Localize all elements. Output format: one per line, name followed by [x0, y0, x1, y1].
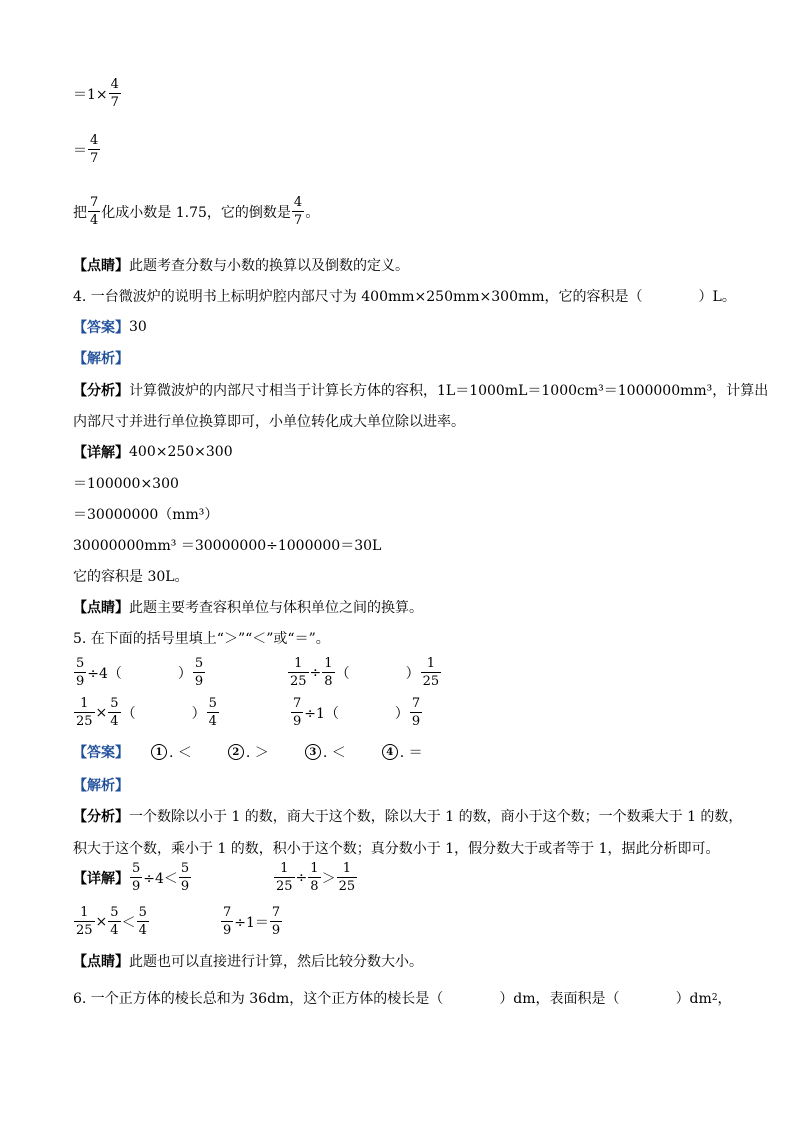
fraction: $\frac{7}{4}$ — [90, 195, 99, 228]
calc-step — [73, 535, 381, 555]
circled-number: 4 — [382, 744, 398, 760]
fraction: $\frac{5}{9}$ — [132, 861, 141, 894]
paren: ） — [394, 705, 409, 722]
operator: ÷4＜ — [143, 870, 178, 887]
calc-prefix: ＝ — [73, 142, 87, 159]
paren: ） — [177, 665, 192, 682]
xiangjie-5-c — [73, 906, 150, 937]
xiangjie-5-row1 — [73, 862, 192, 893]
circled-number: 2 — [228, 744, 244, 760]
dianjing-text: 此题也可以直接进行计算，然后比较分数大小。 — [129, 954, 423, 970]
fraction: $\frac{7}{9}$ — [223, 905, 232, 938]
fraction: $\frac{7}{9}$ — [271, 905, 281, 938]
dianjing-tag: 【点睛】 — [73, 258, 129, 274]
paren: ） — [405, 665, 420, 682]
paren: ） — [191, 705, 206, 722]
circled-number: 3 — [305, 744, 321, 760]
xiangjie-tag: 【详解】 — [73, 445, 129, 461]
jiexi-tag: 【解析】 — [73, 778, 129, 794]
fenxi-tag: 【分析】 — [73, 383, 129, 399]
fraction: $\frac{4}{7}$ — [90, 133, 99, 166]
dianjing-text: 此题主要考查容积单位与体积单位之间的换算。 — [129, 600, 423, 616]
fraction: $\frac{5}{4}$ — [208, 696, 217, 729]
calc-text: ＝100000×300 — [73, 476, 179, 492]
fenxi-4-line2 — [73, 411, 465, 431]
calc-line-2 — [73, 134, 101, 165]
dianjing-tag: 【点睛】 — [73, 600, 129, 616]
question-5 — [73, 628, 330, 648]
question-text: 4. 一台微波炉的说明书上标明炉腔内部尺寸为 400mm×250mm×300mm，它的容积是（ ）L。 — [73, 289, 736, 305]
fraction: $\frac{1}{25}$ — [422, 656, 440, 689]
xiangjie-tag: 【详解】 — [73, 870, 129, 887]
fraction: $\frac{5}{4}$ — [110, 696, 119, 729]
operator: ＜ — [121, 914, 136, 931]
calc-line-1 — [73, 78, 122, 109]
answer-symbol: . ＝ — [399, 745, 423, 761]
fraction: $\frac{1}{8}$ — [324, 656, 333, 689]
fenxi-text: 积大于这个数，乘小于 1 的数，积小于这个数；真分数小于 1，假分数大于或者等于 1，据此分析即可。 — [73, 841, 720, 857]
text: 化成小数是 1.75，它的倒数是 — [101, 204, 291, 221]
fraction: $\frac{1}{25}$ — [338, 861, 356, 894]
dianjing-4 — [73, 597, 423, 617]
fraction: $\frac{4}{7}$ — [110, 77, 119, 110]
text: 把 — [73, 204, 87, 221]
fenxi-text: 一个数除以小于 1 的数，商大于这个数，除以大于 1 的数，商小于这个数；一个数乘大于 1 的数， — [129, 809, 743, 825]
fraction: $\frac{1}{8}$ — [310, 861, 319, 894]
fraction: $\frac{4}{7}$ — [293, 195, 303, 228]
fenxi-text: 内部尺寸并进行单位换算即可，小单位转化成大单位除以进率。 — [73, 414, 465, 430]
xiangjie-5-b — [273, 862, 358, 893]
answer-blank[interactable] — [136, 703, 192, 723]
jiexi-4 — [73, 348, 129, 368]
operator: ÷ — [309, 664, 322, 681]
fraction: $\frac{1}{25}$ — [276, 861, 293, 894]
question-text: 5. 在下面的括号里填上“＞”“＜”或“＝”。 — [73, 631, 330, 647]
operator: × — [95, 913, 108, 930]
answer-symbol: . ＜ — [169, 745, 192, 761]
paren: （ — [121, 705, 136, 722]
answer-symbol: . ＜ — [322, 745, 346, 761]
calc-text: 它的容积是 30L。 — [73, 569, 189, 585]
operator: ÷1（ — [304, 705, 339, 722]
question-6 — [73, 988, 732, 1008]
jiexi-tag: 【解析】 — [73, 351, 129, 367]
operator: × — [95, 704, 108, 721]
calc-text: 30000000mm³ ＝30000000÷1000000＝30L — [73, 538, 382, 554]
operator: ＞ — [321, 870, 336, 887]
answer-4 — [73, 317, 147, 337]
q5-item-b — [287, 657, 442, 688]
calc-text: ＝30000000（mm³） — [73, 507, 219, 523]
fraction: $\frac{7}{9}$ — [411, 696, 421, 729]
xiangjie-5-d — [220, 906, 283, 937]
calc-prefix: ＝1× — [73, 86, 108, 103]
answer-blank[interactable] — [620, 988, 676, 1008]
operator: ÷1＝ — [234, 914, 269, 931]
fenxi-4-line1 — [73, 380, 768, 400]
fraction: $\frac{1}{25}$ — [76, 905, 93, 938]
dianjing-tag: 【点睛】 — [73, 954, 129, 970]
question-text: 6. 一个正方体的棱长总和为 36dm，这个正方体的棱长是（ — [73, 991, 444, 1007]
answer-blank[interactable] — [350, 663, 406, 683]
jiexi-5 — [73, 775, 129, 795]
fraction: $\frac{7}{9}$ — [293, 696, 302, 729]
answer-blank[interactable] — [122, 663, 178, 683]
question-4 — [73, 286, 736, 306]
question-text: ）dm，表面积是（ — [499, 991, 620, 1007]
answer-5 — [73, 742, 423, 762]
fenxi-text: 计算微波炉的内部尺寸相当于计算长方体的容积，1L＝1000mL＝1000cm³＝1000000mm³，计算出 — [129, 383, 769, 399]
operator: ÷4（ — [87, 665, 122, 682]
answer-symbol: . ＞ — [245, 745, 269, 761]
xiangjie-4 — [73, 442, 233, 462]
answer-tag: 【答案】 — [73, 745, 129, 761]
dianjing-5 — [73, 951, 423, 971]
operator: ÷ — [295, 869, 308, 886]
q5-item-c — [73, 697, 220, 728]
answer-tag: 【答案】 — [73, 320, 129, 336]
text: 。 — [305, 204, 320, 221]
fenxi-tag: 【分析】 — [73, 809, 129, 825]
fraction: $\frac{5}{9}$ — [194, 656, 204, 689]
fraction: $\frac{5}{4}$ — [138, 905, 147, 938]
calc-step — [73, 473, 179, 493]
fraction: $\frac{5}{4}$ — [110, 905, 119, 938]
answer-blank[interactable] — [443, 988, 499, 1008]
paren: （ — [335, 665, 350, 682]
fenxi-5-line2 — [73, 838, 720, 858]
conversion-line — [73, 196, 319, 227]
dianjing-text: 此题考查分数与小数的换算以及倒数的定义。 — [129, 258, 409, 274]
xiangjie-text: 400×250×300 — [129, 444, 233, 460]
superscript: 2 — [711, 993, 718, 1003]
dianjing-1 — [73, 255, 409, 275]
calc-step — [73, 504, 218, 524]
q5-item-a — [73, 657, 206, 688]
fraction: $\frac{1}{25}$ — [290, 656, 307, 689]
answer-blank[interactable] — [339, 703, 395, 723]
q5-item-d — [290, 697, 423, 728]
calc-step — [73, 566, 189, 586]
question-text: ）dm — [675, 991, 712, 1007]
fraction: $\frac{1}{25}$ — [76, 696, 93, 729]
fraction: $\frac{5}{9}$ — [180, 861, 190, 894]
question-text: ， — [717, 991, 732, 1007]
circled-number: 1 — [151, 744, 167, 760]
fenxi-5-line1 — [73, 806, 742, 826]
fraction: $\frac{5}{9}$ — [76, 656, 85, 689]
answer-value: 30 — [129, 319, 147, 335]
